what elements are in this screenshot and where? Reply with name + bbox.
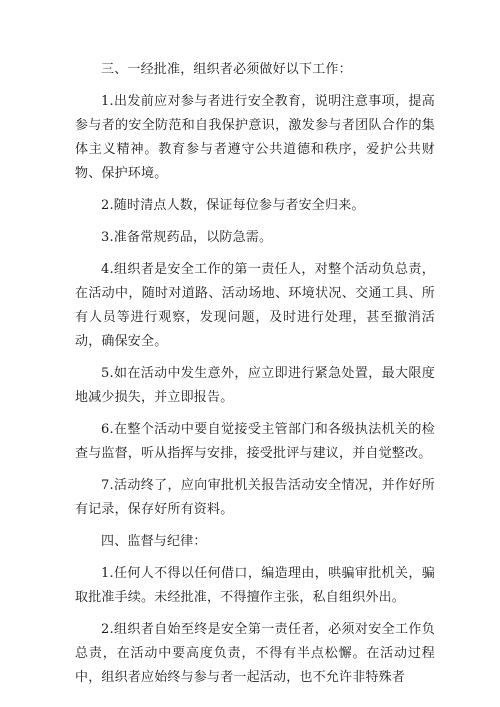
- section-3-item-2: 2.随时清点人数，保证每位参与者安全归来。: [101, 198, 365, 213]
- section-4-heading: 四、监督与纪律：: [101, 534, 207, 549]
- section-3-item-5: 5.如在活动中发生意外，应立即进行紧急处置，最大限度地减少损失，并立即报告。: [75, 366, 435, 405]
- document-page: [75, 58, 435, 698]
- section-4-item-2: 2.组织者自始至终是安全第一责任者，必须对安全工作负总责，在活动中要高度负责，不得有半点松懈。在活动过程中，组织者应始终与参与者一起活动，也不允许非特殊者: [75, 622, 435, 685]
- section-3-heading: 三、一经批准，组织者必须做好以下工作：: [101, 62, 352, 77]
- section-3-item-4: 4.组织者是安全工作的第一责任人，对整个活动负总责，在活动中，随时对道路、活动场地、环境状况、交通工具、所有人员等进行观察，发现问题，及时进行处理，甚至撤消活动，确保安全。: [75, 262, 435, 349]
- section-3-item-7: 7.活动终了，应向审批机关报告活动安全情况，并作好所有记录，保存好所有资料。: [75, 478, 435, 517]
- section-3-item-6: 6.在整个活动中要自觉接受主管部门和各级执法机关的检查与监督，听从指挥与安排，接受批评与建议，并自觉整改。: [75, 422, 435, 461]
- section-3-item-3: 3.准备常规药品，以防急需。: [101, 230, 273, 245]
- section-4-item-1: 1.任何人不得以任何借口，编造理由，哄骗审批机关，骗取批准手续。未经批准，不得擅作主张，私自组织外出。: [75, 566, 435, 605]
- section-3-item-1: 1.出发前应对参与者进行安全教育，说明注意事项，提高参与者的安全防范和自我保护意识，激发参与者团队合作的集体主义精神。教育参与者遵守公共道德和秩序，爱护公共财物、保护环境。: [75, 94, 435, 181]
